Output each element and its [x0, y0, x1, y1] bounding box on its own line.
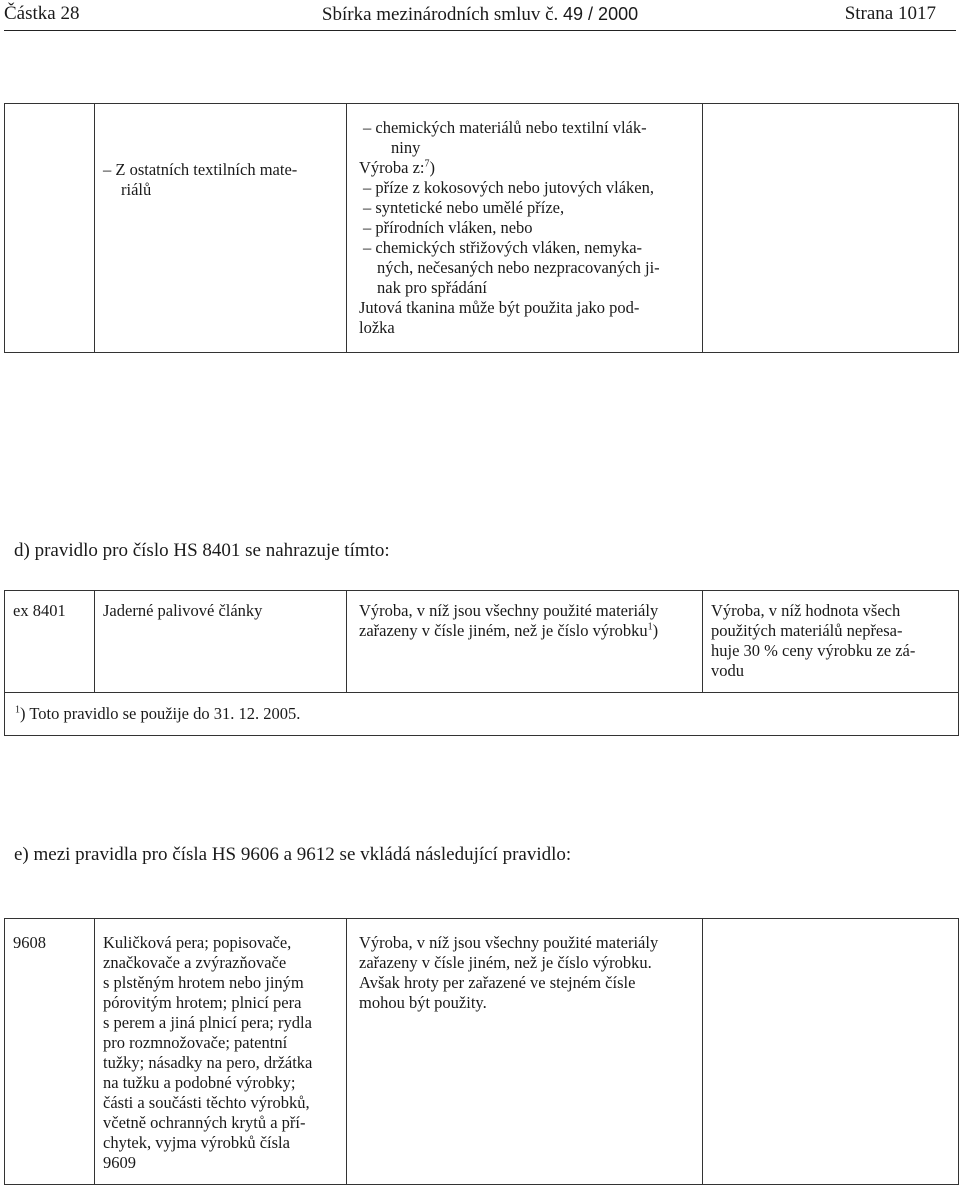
desc-line: pro rozmnožovače; patentní: [103, 1033, 288, 1052]
desc-line: pórovitým hrotem; plnicí pera: [103, 993, 302, 1012]
desc-line: na tužku a podobné výrobky;: [103, 1073, 296, 1092]
rule-text: zařazeny v čísle jiném, než je číslo výrobku: [359, 621, 648, 640]
header-issue-number: 49 / 2000: [563, 4, 639, 24]
footnote-body: ) Toto pravidlo se použije do 31. 12. 2005.: [20, 704, 301, 723]
table3-cell-rule: [347, 919, 703, 1185]
desc-line: Kuličková pera; popisovače,: [103, 933, 292, 952]
desc-line: 9609: [103, 1153, 136, 1172]
rule-line: Výroba, v níž jsou všechny použité materiály: [359, 601, 659, 620]
header-journal-name: Sbírka mezinárodních smluv č.: [321, 4, 559, 25]
rule-text: ): [652, 621, 659, 640]
table1-cell-desc: [95, 104, 347, 353]
section-d-heading: d) pravidlo pro číslo HS 8401 se nahrazuje tímto:: [14, 540, 390, 561]
rule-line: Jutová tkanina může být použita jako pod-: [359, 298, 640, 317]
header-part-label: Částka 28: [4, 3, 80, 24]
desc-line: tužky; násadky na pero, držátka: [103, 1053, 313, 1072]
table3-cell-code: 9608: [5, 919, 95, 1185]
table2-cell-code: ex 8401: [5, 591, 95, 693]
footnote-text: [15, 704, 300, 724]
rule-line: [359, 621, 694, 641]
rule-text: Výroba z:: [359, 158, 425, 177]
alt-line: huje 30 % ceny výrobku ze zá-: [711, 641, 916, 660]
alt-line: použitých materiálů nepřesa-: [711, 621, 903, 640]
desc-line: s plstěným hrotem nebo jiným: [103, 973, 304, 992]
desc-line: části a součásti těchto výrobků,: [103, 1093, 310, 1112]
rule-line: nak pro spřádání: [377, 278, 487, 297]
desc-line: chytek, vyjma výrobků čísla: [103, 1133, 290, 1152]
table2-cell-alt: [703, 591, 959, 693]
footnote-ref: 7: [424, 158, 430, 170]
rule-line: – chemických střižových vláken, nemyka-: [363, 238, 643, 257]
rule-line: Výroba, v níž jsou všechny použité materiály: [359, 933, 659, 952]
header-journal-title: [4, 0, 956, 29]
header-page-number: Strana 1017: [844, 3, 936, 24]
table1-desc-line: – Z ostatních textilních mate-: [103, 160, 298, 179]
footnote-mark: 1: [15, 704, 20, 716]
desc-line: včetně ochranných krytů a pří-: [103, 1113, 306, 1132]
page-header: [4, 0, 956, 31]
rule-line: ných, nečesaných nebo nezpracovaných ji-: [377, 258, 660, 277]
rule-line: Avšak hroty per zařazené ve stejném čísle: [359, 973, 636, 992]
table2-cell-rule: [347, 591, 703, 693]
table3-cell-desc: [95, 919, 347, 1185]
rule-line: zařazeny v čísle jiném, než je číslo výrobku.: [359, 953, 652, 972]
table1-cell-code: [5, 104, 95, 353]
alt-line: Výroba, v níž hodnota všech: [711, 601, 901, 620]
footnote-box: [4, 692, 959, 736]
rule-text: ): [429, 158, 436, 177]
rules-table-continued: [4, 103, 959, 353]
desc-line: s perem a jiná plnicí pera; rydla: [103, 1013, 312, 1032]
desc-line: značkovače a zvýrazňovače: [103, 953, 287, 972]
alt-line: vodu: [711, 661, 744, 680]
table2-cell-desc: Jaderné palivové články: [95, 591, 347, 693]
rule-line: [359, 158, 694, 178]
rule-line: – syntetické nebo umělé příze,: [363, 198, 565, 217]
footnote-ref: 1: [647, 621, 653, 633]
table3-cell-alt: [703, 919, 959, 1185]
rules-table-8401: [4, 590, 959, 693]
section-e-heading: e) mezi pravidla pro čísla HS 9606 a 9612 se vkládá následující pravidlo:: [14, 844, 572, 865]
rule-line: – přírodních vláken, nebo: [363, 218, 533, 237]
rule-line: – příze z kokosových nebo jutových vláken,: [363, 178, 654, 197]
rule-line: ložka: [359, 318, 395, 337]
rules-table-9608: [4, 918, 959, 1185]
rule-line: niny: [391, 138, 421, 157]
rule-line: mohou být použity.: [359, 993, 487, 1012]
table1-cell-rule: [347, 104, 703, 353]
rule-line: – chemických materiálů nebo textilní vlák-: [363, 118, 647, 137]
table1-desc-line: riálů: [121, 180, 152, 199]
table1-cell-alt: [703, 104, 959, 353]
